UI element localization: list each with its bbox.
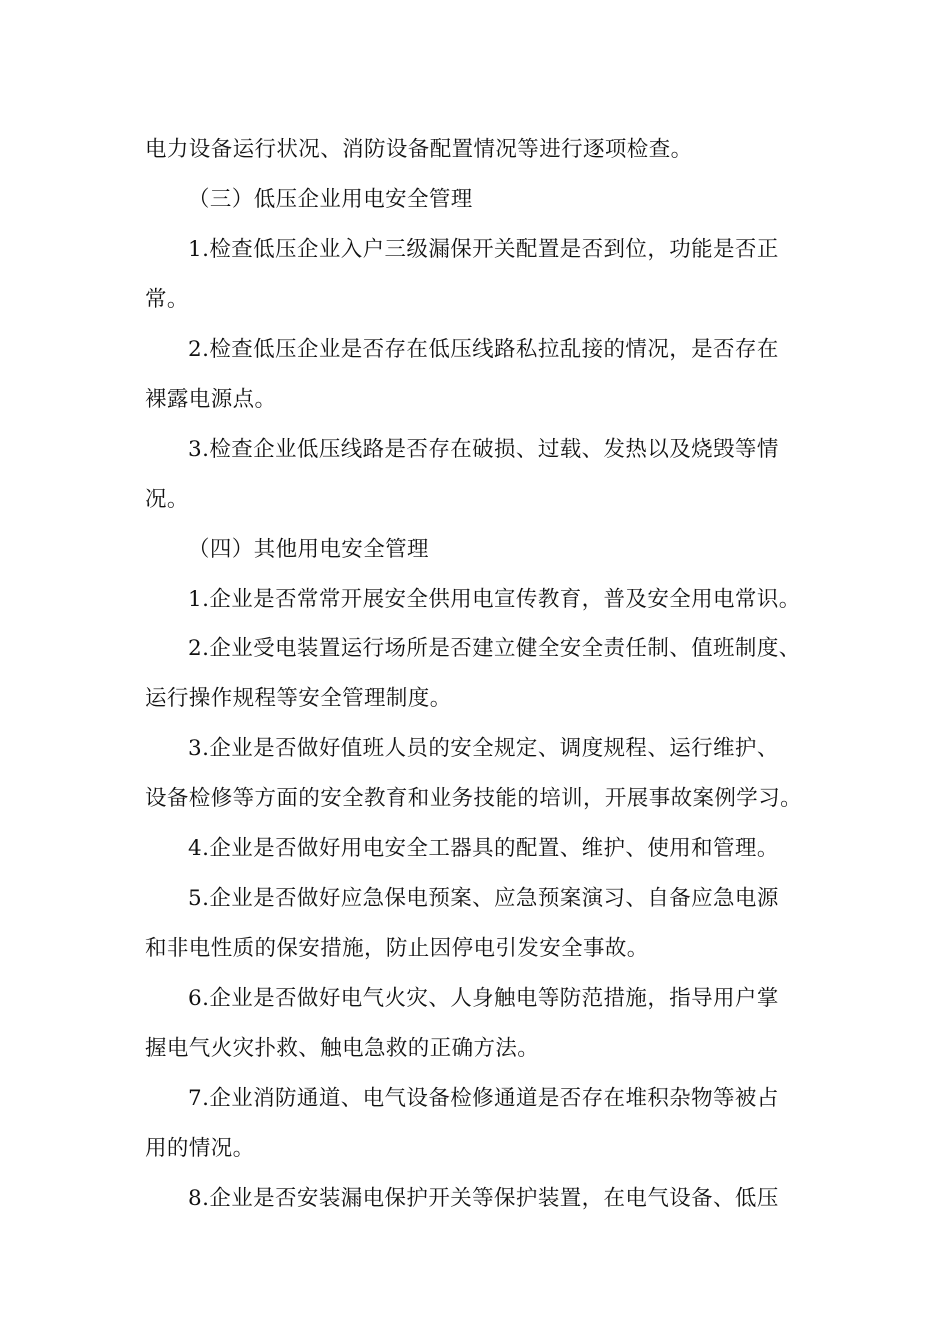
- paragraph-line: 设备检修等方面的安全教育和业务技能的培训，开展事故案例学习。: [145, 786, 803, 811]
- paragraph-line: 和非电性质的保安措施，防止因停电引发安全事故。: [145, 936, 649, 961]
- paragraph-line: 握电气火灾扑救、触电急救的正确方法。: [145, 1036, 540, 1061]
- paragraph-line: 电力设备运行状况、消防设备配置情况等进行逐项检查。: [145, 137, 693, 162]
- paragraph-line: 运行操作规程等安全管理制度。: [145, 686, 452, 711]
- section-heading-3: （三）低压企业用电安全管理: [188, 187, 473, 212]
- paragraph-line: 裸露电源点。: [145, 387, 277, 412]
- paragraph-line: 3.企业是否做好值班人员的安全规定、调度规程、运行维护、: [188, 736, 779, 761]
- paragraph-line: 况。: [145, 487, 189, 512]
- paragraph-line: 2.检查低压企业是否存在低压线路私拉乱接的情况，是否存在: [188, 337, 779, 362]
- paragraph-line: 7.企业消防通道、电气设备检修通道是否存在堆积杂物等被占: [188, 1086, 779, 1111]
- paragraph-line: 1.检查低压企业入户三级漏保开关配置是否到位，功能是否正: [188, 237, 779, 262]
- paragraph-line: 2.企业受电装置运行场所是否建立健全安全责任制、值班制度、: [188, 636, 801, 661]
- paragraph-line: 用的情况。: [145, 1136, 255, 1161]
- paragraph-line: 1.企业是否常常开展安全供用电宣传教育，普及安全用电常识。: [188, 587, 801, 612]
- paragraph-line: 常。: [145, 287, 189, 312]
- section-heading-4: （四）其他用电安全管理: [188, 537, 429, 562]
- paragraph-line: 5.企业是否做好应急保电预案、应急预案演习、自备应急电源: [188, 886, 779, 911]
- paragraph-line: 6.企业是否做好电气火灾、人身触电等防范措施，指导用户掌: [188, 986, 779, 1011]
- paragraph-line: 3.检查企业低压线路是否存在破损、过载、发热以及烧毁等情: [188, 437, 779, 462]
- paragraph-line: 4.企业是否做好用电安全工器具的配置、维护、使用和管理。: [188, 836, 779, 861]
- paragraph-line: 8.企业是否安装漏电保护开关等保护装置，在电气设备、低压: [188, 1186, 779, 1211]
